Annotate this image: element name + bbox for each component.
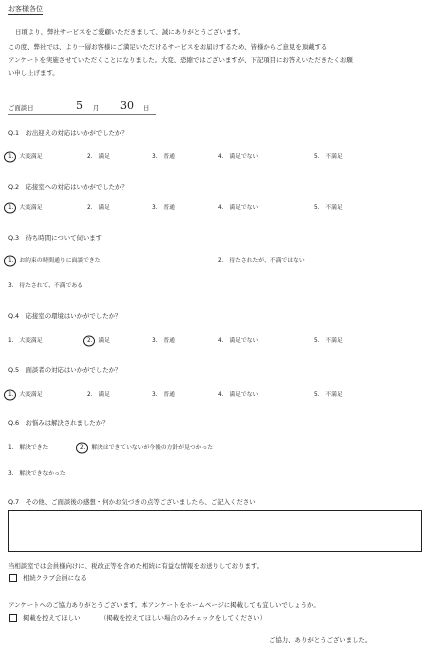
q4-handwritten-circle-mark [82,334,96,348]
q4-option-1[interactable]: 1. 大変満足 [8,338,43,344]
newsletter-checkbox[interactable] [9,574,17,582]
newsletter-checkbox-label: 相続クラブ会員になる [23,574,87,582]
q4-option-2[interactable]: 2. 満足 [87,338,110,344]
q1-option-5[interactable]: 5. 不満足 [314,154,343,160]
q2-option-1[interactable]: 1. 大変満足 [8,205,43,211]
q3-option-3[interactable]: 3. 待たされて、不満である [8,283,83,289]
q1-option-1[interactable]: 1. 大変満足 [8,154,43,160]
q1-option-2[interactable]: 2. 満足 [87,154,110,160]
visit-date-underline [8,114,156,115]
intro-line-2: この度、弊社では、より一層お客様にご満足いただけるサービスをお届けするため、皆様からご意見を頂戴する [8,43,328,51]
q1-handwritten-circle-mark [3,150,17,164]
visit-date-day[interactable]: 30 [120,99,134,112]
q1-option-3[interactable]: 3. 普通 [152,154,175,160]
q2-option-3[interactable]: 3. 普通 [152,205,175,211]
q4-option-3[interactable]: 3. 普通 [152,338,175,344]
q3-label: Q.3 待ち時間について伺います [8,234,103,242]
visit-date-month-unit: 月 [93,104,100,112]
q3-handwritten-circle-mark [3,254,17,268]
visit-date-label: ご面談日 [8,104,34,112]
q6-option-2[interactable]: 2. 解決はできていないが今後の方針が見つかった [80,445,214,451]
visit-date-day-unit: 日 [143,104,150,112]
publication-checkbox[interactable] [9,614,17,622]
q3-option-2[interactable]: 2. 待たされたが、不満ではない [218,258,305,264]
intro-line-1: 日頃より、弊社サービスをご愛顧いただきまして、誠にありがとうございます。 [15,28,245,36]
q5-option-2[interactable]: 2. 満足 [87,392,110,398]
thanks-text: ご協力、ありがとうございました。 [269,636,372,644]
publication-checkbox-label: 掲載を控えてほしい [23,614,81,622]
q5-option-4[interactable]: 4. 満足でない [218,392,259,398]
newsletter-text: 当相談室では会員様向けに、税改正等を含めた相続に有益な情報をお送りしております。 [8,562,264,570]
salutation: お客様各位 [8,5,43,13]
q6-handwritten-circle-mark [75,441,89,455]
q4-option-4[interactable]: 4. 満足でない [218,338,259,344]
q5-option-3[interactable]: 3. 普通 [152,392,175,398]
q5-option-1[interactable]: 1. 大変満足 [8,392,43,398]
publication-text: アンケートへのご協力ありがとうございます。本アンケートをホームページに掲載しても宜しいでしょうか。 [8,601,320,609]
q2-option-2[interactable]: 2. 満足 [87,205,110,211]
q1-option-4[interactable]: 4. 満足でない [218,154,259,160]
q2-option-4[interactable]: 4. 満足でない [218,205,259,211]
publication-note: （掲載を控えてほしい場合のみチェックをしてください） [100,614,266,622]
q2-option-5[interactable]: 5. 不満足 [314,205,343,211]
q4-label: Q.4 応接室の環境はいかがでしたか？ [8,312,122,320]
q4-option-5[interactable]: 5. 不満足 [314,338,343,344]
q6-option-1[interactable]: 1. 解決できた [8,445,49,451]
q5-handwritten-circle-mark [3,388,17,402]
intro-line-4: い申し上げます。 [8,69,59,77]
q5-option-5[interactable]: 5. 不満足 [314,392,343,398]
intro-line-3: アンケートを実施させていただくことになりました。大変、恐縮ではございますが、下記項目にお答えいただきたくお願 [8,56,353,64]
q5-label: Q.5 面談者の対応はいかがでしたか？ [8,366,122,374]
visit-date-month[interactable]: 5 [76,99,83,112]
q6-label: Q.6 お悩みは解決されましたか？ [8,419,109,427]
q7-label: Q.7 その他、ご面談後の感想・何かお気づきの点等ございましたら、ご記入ください [8,498,256,506]
q3-option-1[interactable]: 1. お約束の時間通りに面談できた [8,258,101,264]
q7-comment-box[interactable] [8,510,422,552]
q6-option-3[interactable]: 3. 解決できなかった [8,471,66,477]
q2-label: Q.2 応接室への対応はいかがでしたか？ [8,183,128,191]
q2-handwritten-circle-mark [3,201,17,215]
q1-label: Q.1 お出迎えの対応はいかがでしたか？ [8,129,128,137]
